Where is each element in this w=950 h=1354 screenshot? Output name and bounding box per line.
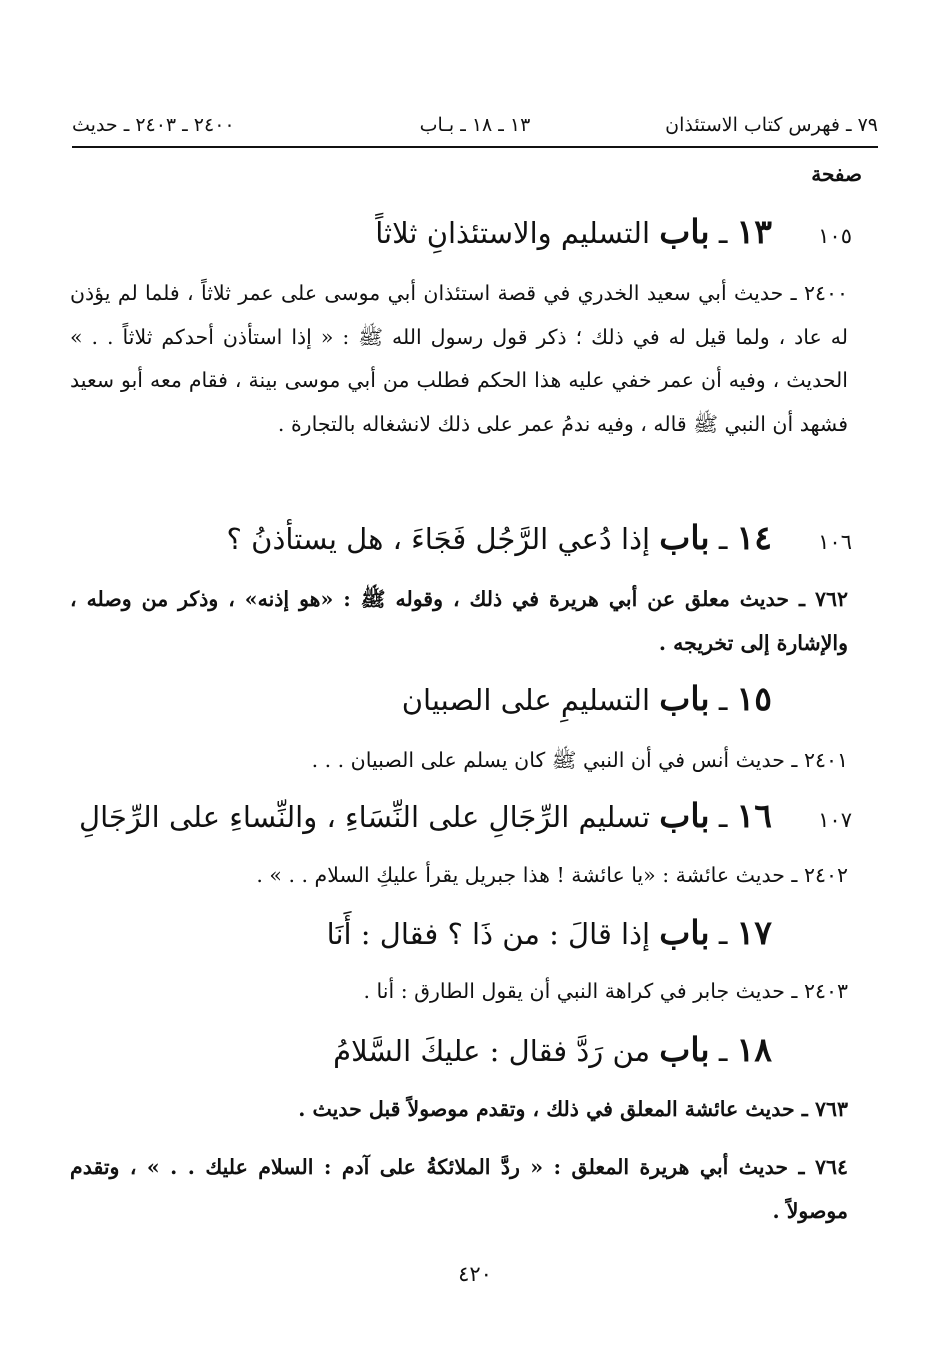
chapter-heading: ١٣ ـ باب التسليم والاستئذانِ ثلاثاً: [375, 212, 772, 251]
chapter-title: إذا قالَ : من ذَا ؟ فقال : أَنَا: [326, 917, 651, 951]
chapter-word: باب: [659, 679, 710, 718]
header-hadith-range: ٢٤٠٠ ـ ٢٤٠٣ ـ حديث: [72, 114, 235, 136]
entry-page-number: ١٠٧: [818, 808, 852, 832]
hadith-entry: ٢٤٠٠ ـ حديث أبي سعيد الخدري في قصة استئذان أبي موسى على عمر ثلاثاً ، فلما لم يؤذن له عاد ، ولما قيل له في ذلك ؛ ذكر قول رسول الله ﷺ : « إذا استأذن أحدكم ثلاثاً . . » الحديث ، وفيه أن عمر خفي عليه هذا الحكم فطلب من أبي موسى بينة ، فقام معه أبو سعيد فشهد أن النبي ﷺ قاله ، وفيه ندمُ عمر على ذلك لانشغاله بالتجارة .: [70, 281, 848, 436]
chapter-word: باب: [659, 1030, 710, 1069]
page-number: ٤٢٠: [458, 1262, 492, 1286]
chapter-word: باب: [659, 913, 710, 952]
chapter-number: ١٦: [736, 796, 772, 835]
chapter-title: من رَدَّ فقال : عليكَ السَّلامُ: [333, 1034, 651, 1068]
hadith-entry: ٧٦٣ ـ حديث عائشة المعلق في ذلك ، وتقدم موصولاً قبل حديث .: [298, 1097, 848, 1121]
header-chapter-range: ١٣ ـ ١٨ ـ بـاب: [419, 114, 531, 136]
chapter-number: ١٣: [736, 212, 772, 251]
chapter-word: باب: [659, 796, 710, 835]
chapter-word: باب: [659, 518, 710, 557]
chapter-word: باب: [659, 212, 710, 251]
hadith-entry: ٢٤٠٣ ـ حديث جابر في كراهة النبي أن يقول الطارق : أنا .: [363, 979, 848, 1003]
chapter-heading: ١٨ ـ باب من رَدَّ فقال : عليكَ السَّلامُ: [333, 1030, 772, 1069]
chapter-heading: ١٧ ـ باب إذا قالَ : من ذَا ؟ فقال : أَنَا: [326, 913, 772, 952]
running-header: [72, 114, 878, 144]
chapter-title: تسليم الرِّجَالِ على النِّسَاءِ ، والنِّساءِ على الرِّجَالِ: [79, 800, 651, 834]
hadith-entry: ٧٦٤ ـ حديث أبي هريرة المعلق : « ردَّ الملائكةُ على آدم : السلام عليك . . » ، وتقدم موصولاً .: [70, 1155, 848, 1223]
chapter-heading: ١٥ ـ باب التسليمِ على الصبيان: [401, 679, 772, 718]
chapter-title: إذا دُعي الرَّجُل فَجَاءَ ، هل يستأذنُ ؟: [226, 522, 651, 556]
chapter-number: ١٤: [736, 518, 772, 557]
chapter-number: ١٨: [736, 1030, 772, 1069]
hadith-entry: ٢٤٠٢ ـ حديث عائشة : «يا عائشة ! هذا جبريل يقرأ عليكِ السلام . . » .: [256, 863, 848, 887]
page-column-label: صفحة: [811, 162, 862, 186]
hadith-entry: ٢٤٠١ ـ حديث أنس في أن النبي ﷺ كان يسلم على الصبيان . . .: [311, 748, 848, 772]
header-rule: [72, 146, 878, 148]
entry-page-number: ١٠٦: [818, 530, 852, 554]
chapter-heading: ١٦ ـ باب تسليم الرِّجَالِ على النِّسَاءِ ، والنِّساءِ على الرِّجَالِ: [79, 796, 772, 835]
header-book-title: ٧٩ ـ فهرس كتاب الاستئذان: [665, 114, 878, 136]
chapter-number: ١٥: [736, 679, 772, 718]
entry-page-number: ١٠٥: [818, 224, 852, 248]
chapter-title: التسليمِ على الصبيان: [401, 683, 651, 717]
chapter-title: التسليم والاستئذانِ ثلاثاً: [375, 216, 651, 250]
chapter-number: ١٧: [736, 913, 772, 952]
hadith-entry: ٧٦٢ ـ حديث معلق عن أبي هريرة في ذلك ، وقوله ﷺ : «هو إذنه» ، وذكر من وصله ، والإشارة إلى تخريجه .: [70, 587, 848, 655]
chapter-heading: ١٤ ـ باب إذا دُعي الرَّجُل فَجَاءَ ، هل يستأذنُ ؟: [226, 518, 772, 557]
